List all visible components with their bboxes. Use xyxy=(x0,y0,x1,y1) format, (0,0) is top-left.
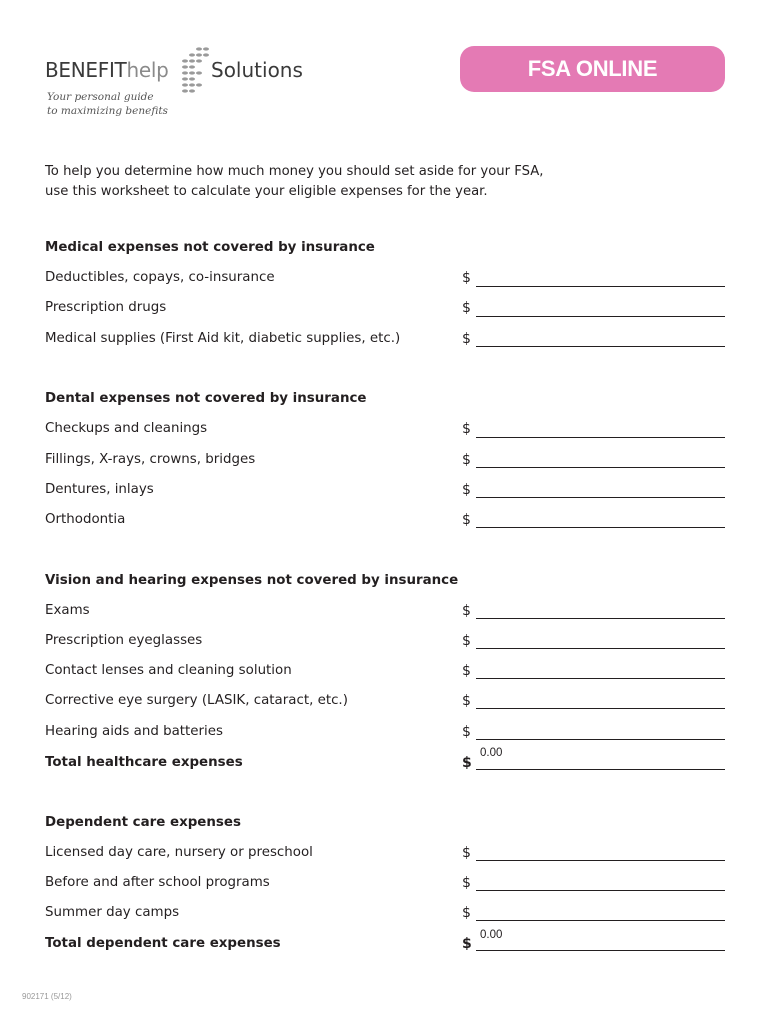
intro-text: To help you determine how much money you should set aside for your FSA, use this worksheet to calculate your eligible expenses for the year. xyxy=(45,164,544,199)
amount-field-medical-supplies[interactable] xyxy=(476,332,725,347)
dollar-sign: $ xyxy=(462,482,471,498)
amount-field-summer-camps[interactable] xyxy=(476,906,725,921)
dollar-sign: $ xyxy=(462,512,471,528)
amount-field-deductibles[interactable] xyxy=(476,272,725,287)
row-label: Deductibles, copays, co-insurance xyxy=(45,270,275,285)
row-label: Fillings, X-rays, crowns, bridges xyxy=(45,452,256,467)
section-title-dental: Dental expenses not covered by insurance xyxy=(45,391,367,406)
row-label: Prescription eyeglasses xyxy=(45,633,203,648)
amount-field-day-care[interactable] xyxy=(476,846,725,861)
logo-solutions: Solutions xyxy=(211,58,303,82)
row-label: Prescription drugs xyxy=(45,300,167,315)
row-label: Medical supplies (First Aid kit, diabetic supplies, etc.) xyxy=(45,331,401,346)
total-dependent-value: 0.00 xyxy=(480,929,503,941)
amount-field-hearing-aids[interactable] xyxy=(476,725,725,740)
row-label: Contact lenses and cleaning solution xyxy=(45,663,292,678)
dollar-sign: $ xyxy=(462,421,471,437)
total-dependent-field[interactable] xyxy=(476,936,725,951)
dollar-sign: $ xyxy=(462,724,471,740)
amount-field-eye-surgery[interactable] xyxy=(476,694,725,709)
row-label: Exams xyxy=(45,603,90,618)
worksheet-title-badge: FSA ONLINE WORKSHEET xyxy=(460,46,725,92)
amount-field-orthodontia[interactable] xyxy=(476,513,725,528)
section-title-dependent: Dependent care expenses xyxy=(45,815,241,830)
amount-field-prescription-drugs[interactable] xyxy=(476,302,725,317)
logo-wordmark: BENEFIThelp xyxy=(45,58,169,82)
dollar-sign: $ xyxy=(462,755,472,771)
total-healthcare-field[interactable] xyxy=(476,755,725,770)
dollar-sign: $ xyxy=(462,452,471,468)
section-title-vision: Vision and hearing expenses not covered by insurance xyxy=(45,573,459,588)
dollar-sign: $ xyxy=(462,300,471,316)
row-label: Hearing aids and batteries xyxy=(45,724,223,739)
amount-field-contact-lenses[interactable] xyxy=(476,664,725,679)
total-healthcare-label: Total healthcare expenses xyxy=(45,755,243,770)
dollar-sign: $ xyxy=(462,270,471,286)
section-title-medical: Medical expenses not covered by insurance xyxy=(45,240,375,255)
amount-field-dentures[interactable] xyxy=(476,483,725,498)
dollar-sign: $ xyxy=(462,875,471,891)
amount-field-exams[interactable] xyxy=(476,604,725,619)
company-logo xyxy=(45,46,325,126)
form-code: 902171 (5/12) xyxy=(22,992,72,1001)
dollar-sign: $ xyxy=(462,936,472,952)
row-label: Summer day camps xyxy=(45,905,180,920)
amount-field-fillings[interactable] xyxy=(476,453,725,468)
row-label: Corrective eye surgery (LASIK, cataract, etc.) xyxy=(45,693,348,708)
dollar-sign: $ xyxy=(462,331,471,347)
row-label: Before and after school programs xyxy=(45,875,270,890)
amount-field-eyeglasses[interactable] xyxy=(476,634,725,649)
logo-dots-icon xyxy=(175,46,215,98)
dollar-sign: $ xyxy=(462,905,471,921)
row-label: Dentures, inlays xyxy=(45,482,154,497)
dollar-sign: $ xyxy=(462,845,471,861)
total-dependent-label: Total dependent care expenses xyxy=(45,936,281,951)
dollar-sign: $ xyxy=(462,663,471,679)
row-label: Checkups and cleanings xyxy=(45,421,208,436)
amount-field-checkups[interactable] xyxy=(476,423,725,438)
row-label: Orthodontia xyxy=(45,512,126,527)
amount-field-school-programs[interactable] xyxy=(476,876,725,891)
total-healthcare-value: 0.00 xyxy=(480,747,503,759)
row-label: Licensed day care, nursery or preschool xyxy=(45,845,313,860)
tagline: Your personal guide to maximizing benefits xyxy=(47,91,168,117)
dollar-sign: $ xyxy=(462,633,471,649)
dollar-sign: $ xyxy=(462,693,471,709)
dollar-sign: $ xyxy=(462,603,471,619)
